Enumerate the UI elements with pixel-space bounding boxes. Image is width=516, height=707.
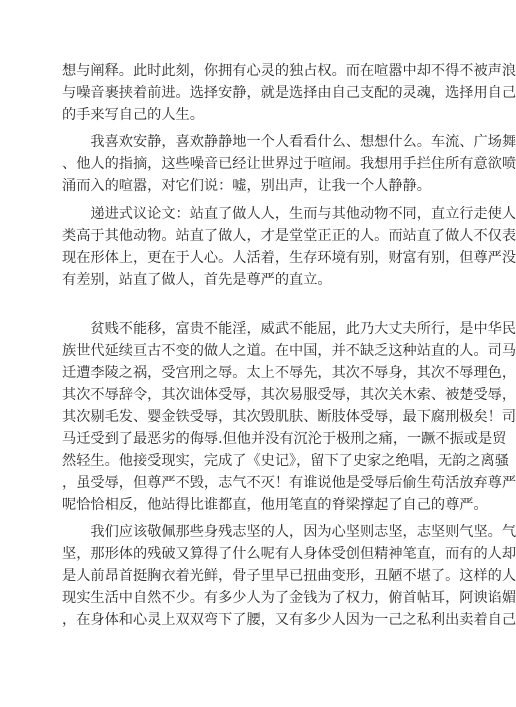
text-line: 有差别，站直了做人，首先是尊严的直立。 bbox=[62, 272, 332, 288]
paragraph-3 bbox=[62, 203, 516, 291]
text-line: 现实生活中自然不少。有多少人为了金钱为了权力，俯首帖耳，阿谀谄媚 bbox=[62, 590, 516, 606]
text-line: 的手来写自己的人生。 bbox=[62, 107, 204, 123]
text-line: ，在身体和心灵上双双弯下了腰，又有多少人因为一己之私利出卖着自己 bbox=[62, 612, 516, 628]
text-line: 我喜欢安静，喜欢静静地一个人看看什么、想想什么。车流、广场舞 bbox=[62, 134, 516, 150]
text-line: 想与阐释。此时此刻，你拥有心灵的独占权。而在喧嚣中却不得不被声浪 bbox=[62, 63, 516, 79]
text-line: 涌而入的喧嚣，对它们说：嘘，别出声，让我一个人静静。 bbox=[62, 178, 431, 194]
text-line: 、他人的指摘，这些噪音已经让世界过于喧闹。我想用手拦住所有意欲喷 bbox=[62, 156, 516, 172]
text-line: 其次不辱辞令，其次诎体受辱，其次易服受辱，其次关木索、被楚受辱， bbox=[62, 387, 516, 403]
paragraph-4 bbox=[62, 318, 516, 516]
text-line: 迁遭李陵之祸，受宫刑之辱。太上不辱先，其次不辱身，其次不辱理色， bbox=[62, 365, 516, 381]
text-line: 递进式议论文：站直了做人人，生而与其他动物不同，直立行走使人 bbox=[62, 206, 516, 222]
paragraph-2 bbox=[62, 131, 516, 197]
text-line: 马迁受到了最恶劣的侮辱.但他并没有沉沦于极刑之痛，一蹶不振或是贸 bbox=[62, 431, 507, 447]
text-line: 是人前昂首挺胸衣着光鲜，骨子里早已扭曲变形，丑陋不堪了。这样的人 bbox=[62, 568, 516, 584]
text-line: 其次剔毛发、婴金铁受辱，其次毁肌肤、断肢体受辱，最下腐刑极矣！司 bbox=[62, 409, 516, 425]
text-line: 呢恰恰相反，他站得比谁都直，他用笔直的脊梁撑起了自己的尊严。 bbox=[62, 497, 488, 513]
text-line: 类高于其他动物。站直了做人，才是堂堂正正的人。而站直了做人不仅表 bbox=[62, 228, 516, 244]
text-line: 我们应该敬佩那些身残志坚的人，因为心坚则志坚，志坚则气坚。气 bbox=[62, 524, 516, 540]
paragraph-1 bbox=[62, 60, 516, 126]
text-line: 族世代延续亘古不变的做人之道。在中国，并不缺乏这种站直的人。司马 bbox=[62, 343, 516, 359]
paragraph-5 bbox=[62, 521, 516, 631]
text-line: 贫贱不能移，富贵不能淫，威武不能屈，此乃大丈夫所行，是中华民 bbox=[62, 321, 516, 337]
text-line: 然轻生。他接受现实，完成了《史记》，留下了史家之绝唱，无韵之离骚 bbox=[62, 453, 509, 469]
text-line: ，虽受辱，但尊严不毁，志气不灭！有谁说他是受辱后偷生苟活放弃尊严 bbox=[62, 475, 516, 491]
text-line: 与噪音裹挟着前进。选择安静，就是选择由自己支配的灵魂，选择用自己 bbox=[62, 85, 516, 101]
text-line: 坚，那形体的残破又算得了什么呢有人身体受创但精神笔直，而有的人却 bbox=[62, 546, 516, 562]
text-line: 现在形体上，更在于人心。人活着，生存环境有别，财富有别，但尊严没 bbox=[62, 250, 516, 266]
